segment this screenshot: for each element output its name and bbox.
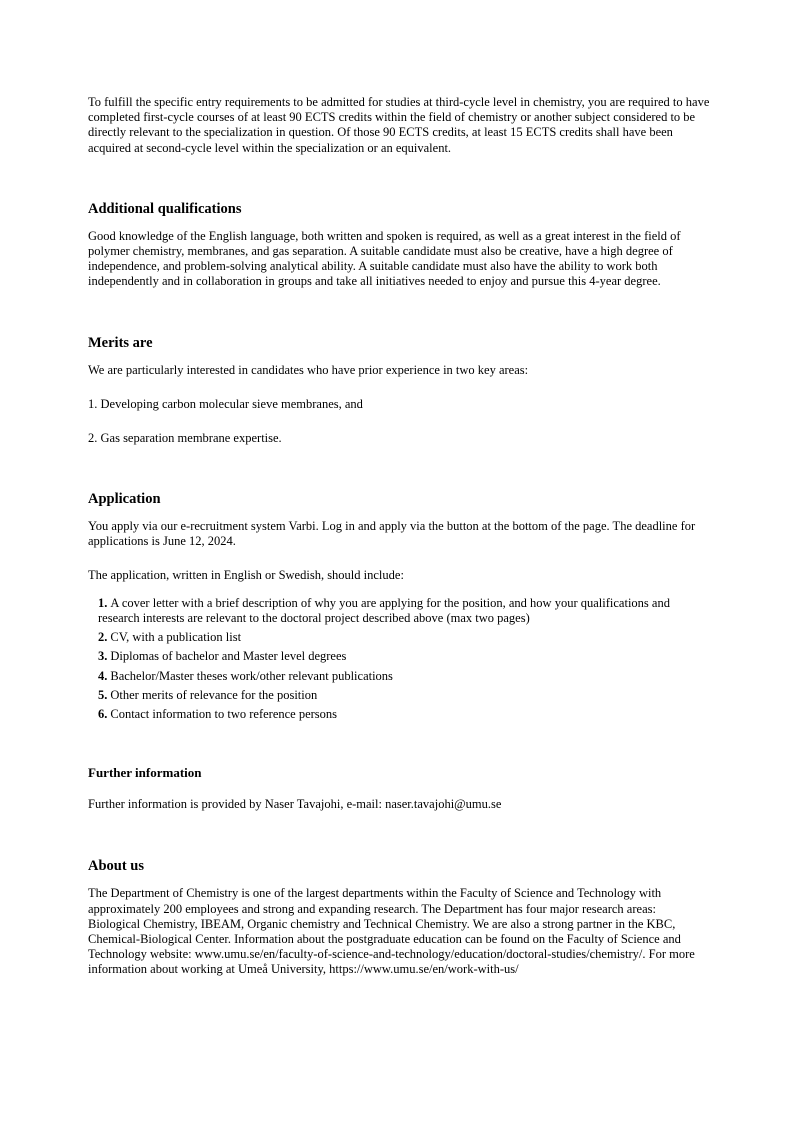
application-item-4 xyxy=(98,669,710,684)
application-item-text: Bachelor/Master theses work/other relevant publications xyxy=(110,668,393,683)
application-item-5 xyxy=(98,688,710,703)
application-item-number: 2. xyxy=(98,630,108,645)
additional-qualifications-paragraph: Good knowledge of the English language, both written and spoken is required, as well as a great interest in the field of polymer chemistry, membranes, and gas separation. A suitable candidate must also be creative, have a high degree of independence, and problem-solving analytical ability. A suitable candidate must also have the ability to work both independently and in collaboration in groups and take all initiatives needed to enjoy and pursue this 4-year degree. xyxy=(88,228,681,289)
application-include-paragraph: The application, written in English or Swedish, should include: xyxy=(88,567,404,582)
application-item-number: 4. xyxy=(98,668,108,683)
section-heading-merits: Merits are xyxy=(88,334,153,351)
application-item-number: 5. xyxy=(98,687,108,702)
application-item-2 xyxy=(98,630,710,645)
application-item-text: Contact information to two reference persons xyxy=(110,707,338,722)
further-information-paragraph: Further information is provided by Naser Tavajohi, e-mail: naser.tavajohi@umu.se xyxy=(88,797,502,812)
application-item-number: 6. xyxy=(98,707,108,722)
section-heading-additional-qualifications: Additional qualifications xyxy=(88,200,242,217)
application-item-number: 1. xyxy=(98,595,108,610)
application-item-text: Other merits of relevance for the position xyxy=(110,687,318,702)
document-page xyxy=(88,95,710,978)
application-item-number: 3. xyxy=(98,649,108,664)
about-us-paragraph: The Department of Chemistry is one of the largest departments within the Faculty of Science and Technology with approximately 200 employees and strong and expanding research. The Department has four major research areas: Biological Chemistry, IBEAM, Organic chemistry and Technical Chemistry. We are also a strong partner in the KBC, Chemical-Biological Center. Information about the postgraduate education can be found on the Faculty of Science and Technology website: www.umu.se/en/faculty-of-science-and-technology/education/doctoral-studies/chemistry/. For more information about working at Umeå University, https://www.umu.se/en/work-with-us/ xyxy=(88,886,695,977)
application-instructions-paragraph: You apply via our e-recruitment system Varbi. Log in and apply via the button at the bottom of the page. The deadline for applications is June 12, 2024. xyxy=(88,519,696,549)
section-heading-application: Application xyxy=(88,491,161,508)
merits-intro-paragraph: We are particularly interested in candidates who have prior experience in two key areas: xyxy=(88,362,529,377)
section-heading-further-information: Further information xyxy=(88,765,202,781)
section-heading-about-us: About us xyxy=(88,858,145,875)
application-item-3 xyxy=(98,649,710,664)
application-item-6 xyxy=(98,707,710,722)
application-item-1 xyxy=(98,596,710,626)
application-item-text: A cover letter with a brief description of why you are applying for the position, and how your qualifications and research interests are relevant to the doctoral project described above (max two pages) xyxy=(98,595,670,626)
merit-item-1: 1. Developing carbon molecular sieve membranes, and xyxy=(88,396,363,411)
merit-item-2: 2. Gas separation membrane expertise. xyxy=(88,431,282,446)
application-items-list xyxy=(98,596,710,722)
entry-requirements-paragraph: To fulfill the specific entry requirements to be admitted for studies at third-cycle level in chemistry, you are required to have completed first-cycle courses of at least 90 ECTS credits within the field of chemistry or another subject considered to be directly relevant to the specialization in question. Of those 90 ECTS credits, at least 15 ECTS credits shall have been acquired at second-cycle level within the specialization or an equivalent. xyxy=(88,95,710,155)
application-item-text: Diplomas of bachelor and Master level degrees xyxy=(110,649,347,664)
application-item-text: CV, with a publication list xyxy=(110,630,242,645)
